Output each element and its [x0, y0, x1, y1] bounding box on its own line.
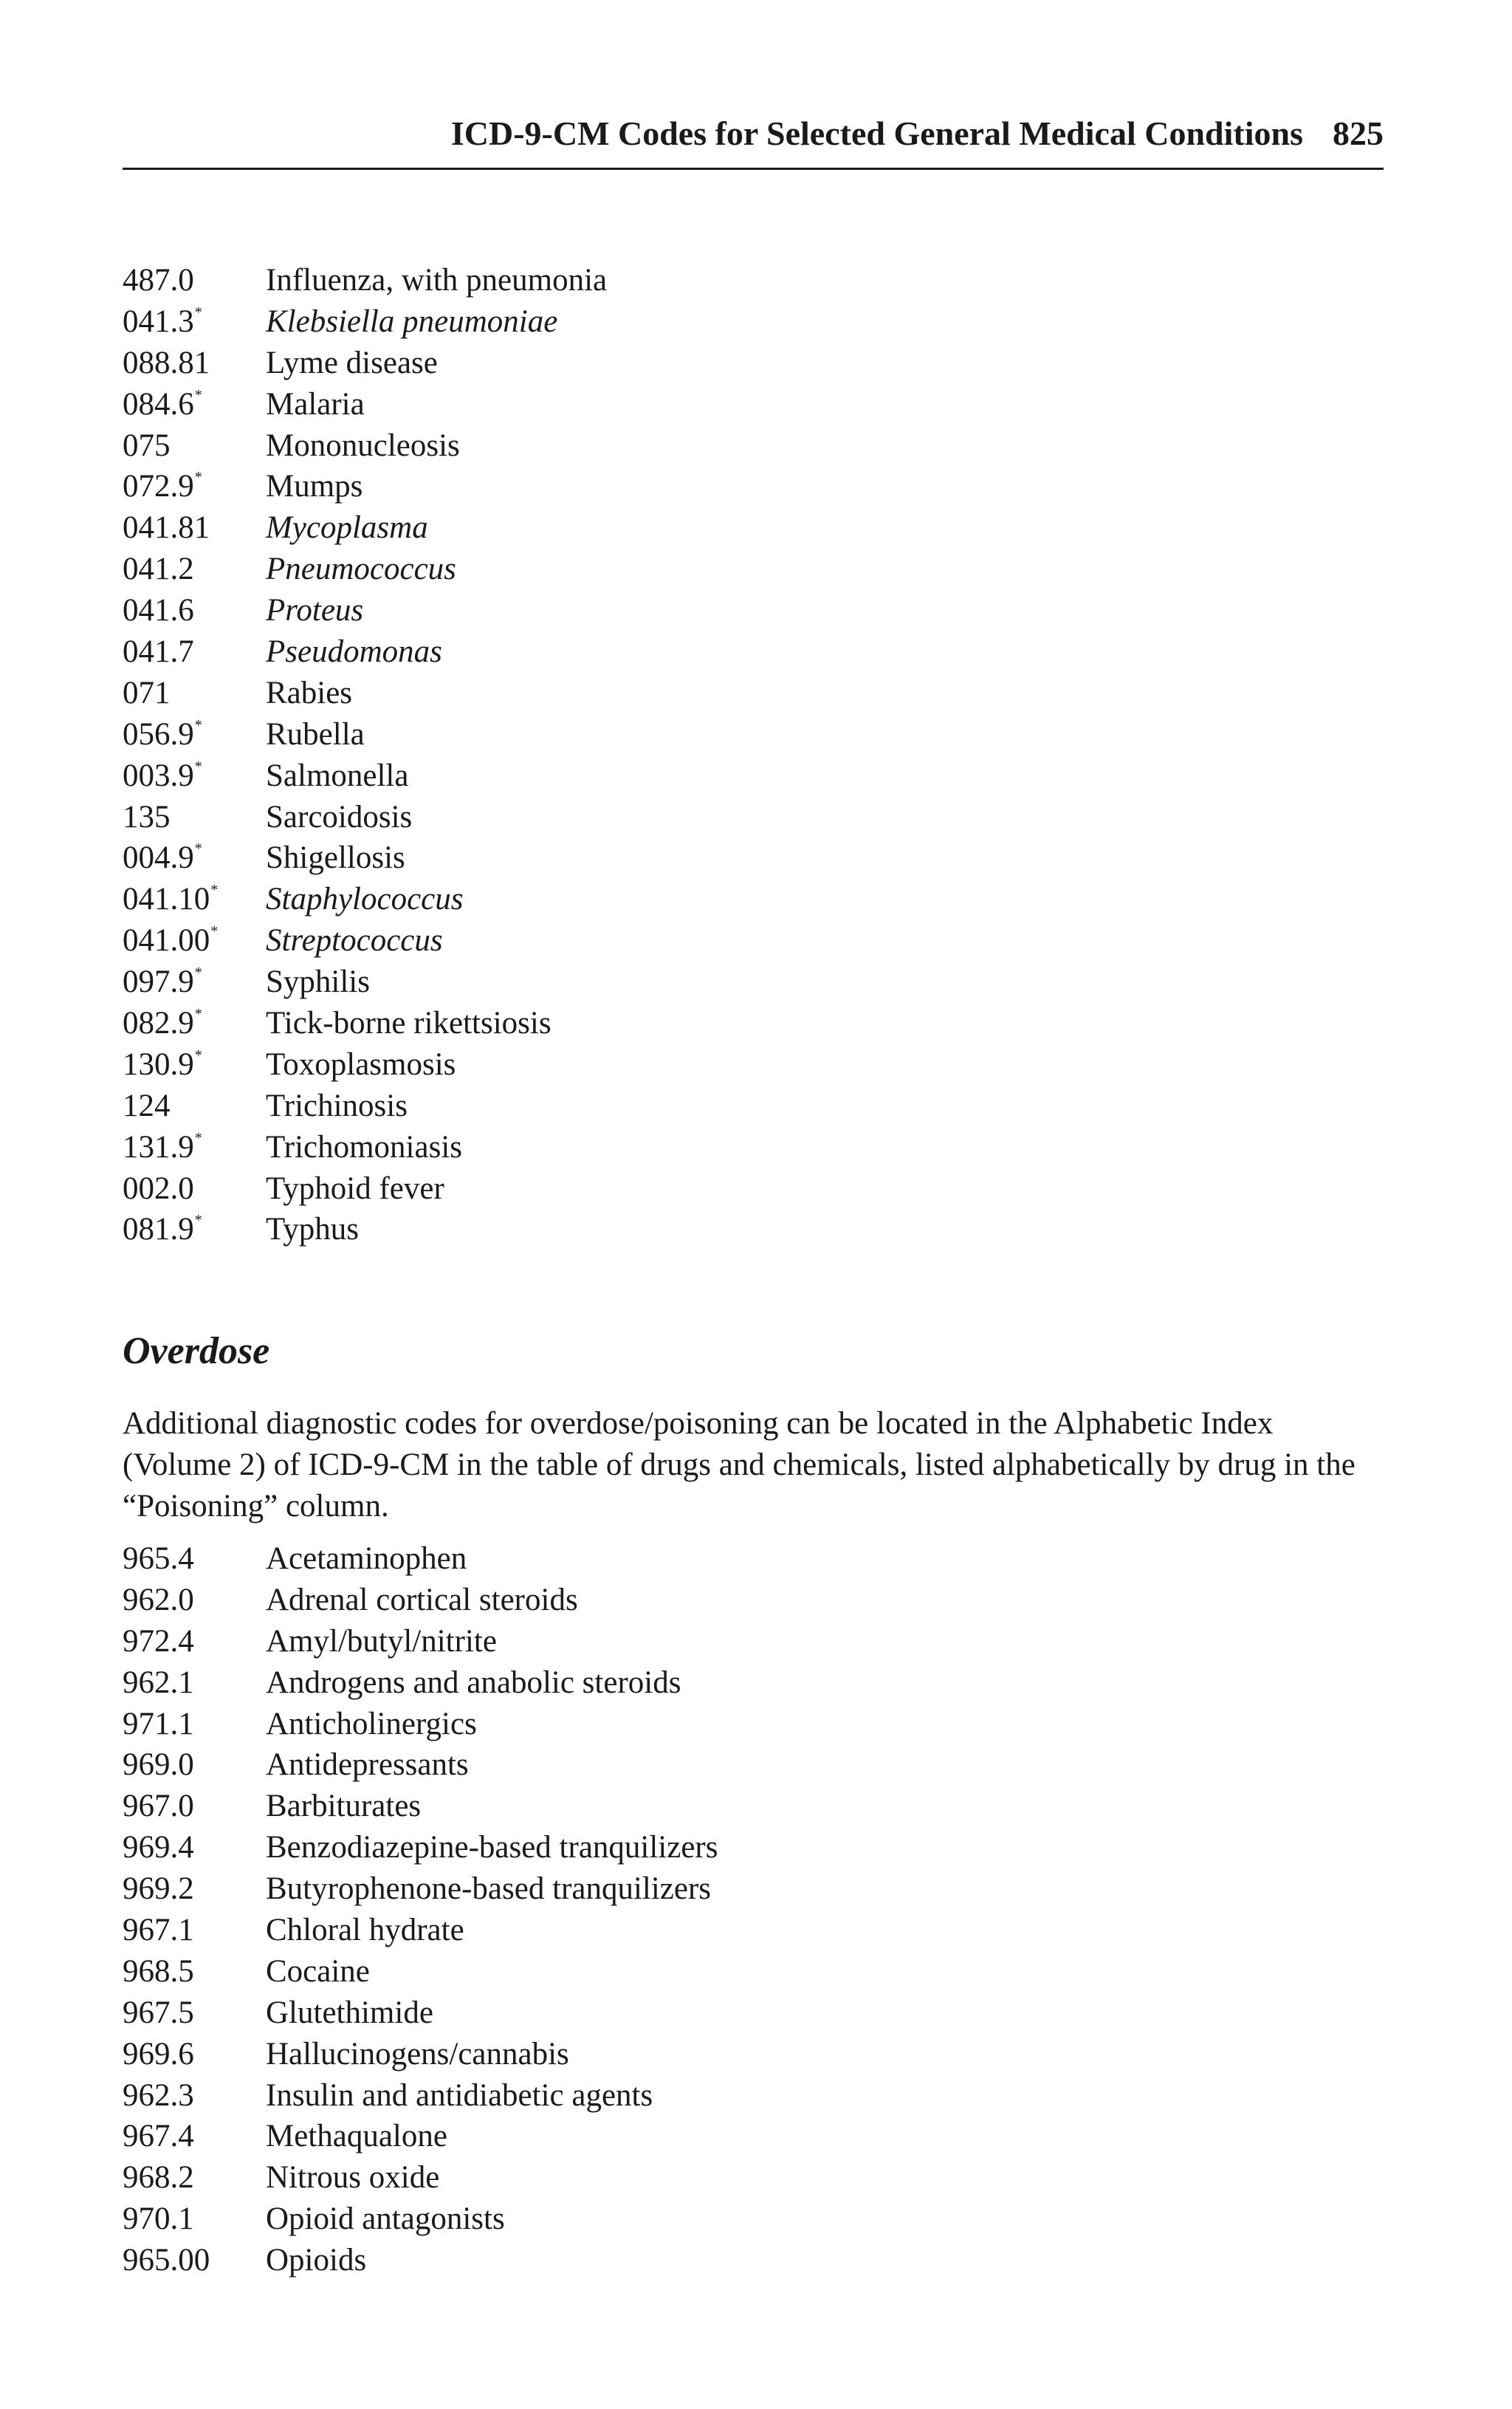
condition-name: Methaqualone: [266, 2119, 447, 2154]
condition-name: Butyrophenone-based tranquilizers: [266, 1871, 712, 1907]
icd-code-value: 081.9: [123, 1212, 194, 1247]
icd-code: [123, 920, 218, 967]
icd-code-value: 971.1: [123, 1706, 194, 1741]
icd-code-value: 097.9: [123, 964, 194, 1000]
icd-code: [123, 1621, 194, 1662]
icd-code-value: 965.4: [123, 1541, 194, 1576]
condition-name: Influenza, with pneumonia: [266, 263, 608, 298]
icd-code-value: 084.6: [123, 386, 194, 422]
icd-code: [123, 384, 202, 431]
condition-name: Antidepressants: [266, 1747, 469, 1783]
icd-code-value: 969.2: [123, 1871, 194, 1907]
icd-code-value: 962.0: [123, 1582, 194, 1617]
condition-name: Salmonella: [266, 758, 409, 793]
condition-name: Rubella: [266, 716, 365, 752]
condition-name: Tick-borne rikettsiosis: [266, 1006, 551, 1041]
condition-name: Acetaminophen: [266, 1541, 467, 1576]
condition-name: Shigellosis: [266, 840, 405, 876]
icd-code: [123, 837, 202, 885]
icd-code-value: 004.9: [123, 840, 194, 876]
icd-code: [123, 1704, 194, 1745]
condition-name: Insulin and antidiabetic agents: [266, 2077, 653, 2113]
condition-name: Proteus: [266, 593, 364, 628]
icd-code-value: 041.6: [123, 593, 194, 628]
icd-code-value: 969.6: [123, 2036, 194, 2072]
icd-code: [123, 1209, 202, 1256]
asterisk-mark: *: [194, 1006, 202, 1023]
icd-code-value: 041.2: [123, 552, 194, 587]
condition-name: Malaria: [266, 386, 365, 422]
condition-name: Toxoplasmosis: [266, 1046, 456, 1082]
icd-code-value: 968.2: [123, 2160, 194, 2196]
icd-code: [123, 466, 202, 513]
icd-code-value: 967.0: [123, 1789, 194, 1824]
condition-name: Adrenal cortical steroids: [266, 1582, 578, 1617]
icd-code-value: 041.81: [123, 510, 210, 546]
condition-name: Mumps: [266, 469, 363, 504]
icd-code-value: 969.0: [123, 1747, 194, 1783]
icd-code: [123, 301, 202, 349]
icd-code: [123, 2075, 194, 2117]
condition-name: Trichomoniasis: [266, 1129, 462, 1165]
icd-code-value: 041.7: [123, 634, 194, 670]
icd-code: [123, 1992, 194, 2034]
icd-code: [123, 1744, 194, 1786]
icd-code: [123, 1086, 171, 1127]
icd-code-value: 003.9: [123, 758, 194, 793]
icd-code: [123, 549, 194, 590]
icd-code: [123, 962, 202, 1009]
section-heading-overdose: Overdose: [123, 1330, 270, 1372]
icd-code-value: 970.1: [123, 2201, 194, 2237]
running-header: [123, 112, 1384, 170]
icd-code: [123, 2240, 210, 2281]
running-head-title: ICD-9-CM Codes for Selected General Medical Conditions: [450, 114, 1303, 152]
icd-code-value: 041.00: [123, 923, 210, 959]
condition-name: Amyl/butyl/nitrite: [266, 1623, 497, 1659]
condition-name: Sarcoidosis: [266, 799, 413, 835]
condition-name: Hallucinogens/cannabis: [266, 2036, 569, 2072]
icd-code: [123, 1538, 194, 1580]
asterisk-mark: *: [194, 1212, 202, 1229]
icd-code-value: 135: [123, 799, 171, 835]
condition-name: Syphilis: [266, 964, 370, 1000]
asterisk-mark: *: [194, 304, 202, 321]
asterisk-mark: *: [194, 1046, 202, 1063]
icd-code: [123, 1168, 194, 1210]
icd-code-value: 071: [123, 675, 171, 710]
condition-name: Staphylococcus: [266, 882, 464, 917]
asterisk-mark: *: [194, 469, 202, 486]
condition-name: Rabies: [266, 675, 353, 710]
icd-code: [123, 1786, 194, 1827]
icd-code: [123, 343, 210, 384]
icd-code: [123, 1003, 202, 1050]
icd-code-value: 130.9: [123, 1046, 194, 1082]
condition-name: Benzodiazepine-based tranquilizers: [266, 1830, 718, 1865]
asterisk-mark: *: [194, 758, 202, 775]
icd-code-value: 124: [123, 1088, 171, 1123]
icd-code: [123, 425, 171, 467]
icd-code: [123, 590, 194, 631]
page-number: 825: [1333, 114, 1384, 152]
icd-code: [123, 879, 218, 926]
icd-code: [123, 631, 194, 673]
condition-name: Anticholinergics: [266, 1706, 477, 1741]
icd-code-value: 967.1: [123, 1913, 194, 1948]
icd-code: [123, 714, 202, 761]
icd-code-value: 041.3: [123, 304, 194, 339]
icd-code-value: 131.9: [123, 1129, 194, 1165]
condition-name: Opioids: [266, 2243, 367, 2278]
condition-name: Chloral hydrate: [266, 1913, 464, 1948]
icd-code-value: 962.1: [123, 1665, 194, 1700]
condition-name: Glutethimide: [266, 1995, 433, 2030]
icd-code: [123, 797, 171, 838]
condition-name: Androgens and anabolic steroids: [266, 1665, 681, 1700]
icd-code: [123, 260, 194, 301]
icd-code: [123, 2199, 194, 2240]
condition-name: Mononucleosis: [266, 428, 460, 463]
condition-name: Cocaine: [266, 1953, 370, 1989]
asterisk-mark: *: [194, 1129, 202, 1146]
condition-name: Streptococcus: [266, 923, 443, 959]
asterisk-mark: *: [210, 923, 219, 940]
asterisk-mark: *: [194, 840, 202, 857]
icd-code-value: 967.4: [123, 2119, 194, 2154]
icd-code: [123, 1044, 202, 1092]
condition-name: Trichinosis: [266, 1088, 408, 1123]
asterisk-mark: *: [194, 386, 202, 403]
section-note: Additional diagnostic codes for overdose/poisoning can be located in the Alphabetic Index (Volume 2) of ICD-9-CM in the table of drugs and chemicals, listed alphabetically by drug in the “Poisoning” column.: [123, 1406, 1355, 1524]
asterisk-mark: *: [210, 882, 219, 899]
icd-code: [123, 1127, 202, 1174]
asterisk-mark: *: [194, 964, 202, 981]
asterisk-mark: *: [194, 716, 202, 733]
condition-name: Opioid antagonists: [266, 2201, 505, 2237]
icd-code: [123, 1910, 194, 1951]
icd-code-value: 002.0: [123, 1171, 194, 1206]
icd-code-value: 968.5: [123, 1953, 194, 1989]
condition-name: Pseudomonas: [266, 634, 442, 670]
icd-code-value: 487.0: [123, 263, 194, 298]
condition-name: Barbiturates: [266, 1789, 422, 1824]
icd-code-value: 088.81: [123, 345, 210, 380]
icd-code-value: 972.4: [123, 1623, 194, 1659]
icd-code-value: 072.9: [123, 469, 194, 504]
icd-code-value: 075: [123, 428, 171, 463]
condition-name: Pneumococcus: [266, 552, 456, 587]
icd-code: [123, 2116, 194, 2157]
icd-code: [123, 2034, 194, 2075]
icd-code-value: 082.9: [123, 1006, 194, 1041]
icd-code-value: 969.4: [123, 1830, 194, 1865]
icd-code: [123, 1827, 194, 1868]
icd-code-value: 967.5: [123, 1995, 194, 2030]
icd-code: [123, 1951, 194, 1992]
condition-name: Typhus: [266, 1212, 359, 1247]
icd-code-value: 056.9: [123, 716, 194, 752]
icd-code: [123, 507, 210, 549]
icd-code-value: 962.3: [123, 2077, 194, 2113]
icd-code: [123, 755, 202, 803]
condition-name: Mycoplasma: [266, 510, 428, 546]
condition-name: Klebsiella pneumoniae: [266, 304, 558, 339]
icd-code: [123, 2157, 194, 2199]
condition-name: Typhoid fever: [266, 1171, 444, 1206]
icd-code: [123, 673, 171, 714]
icd-code-value: 965.00: [123, 2243, 210, 2278]
condition-name: Nitrous oxide: [266, 2160, 440, 2196]
icd-code: [123, 1580, 194, 1621]
condition-name: Lyme disease: [266, 345, 438, 380]
icd-code-value: 041.10: [123, 882, 210, 917]
icd-code: [123, 1868, 194, 1910]
icd-code: [123, 1662, 194, 1704]
